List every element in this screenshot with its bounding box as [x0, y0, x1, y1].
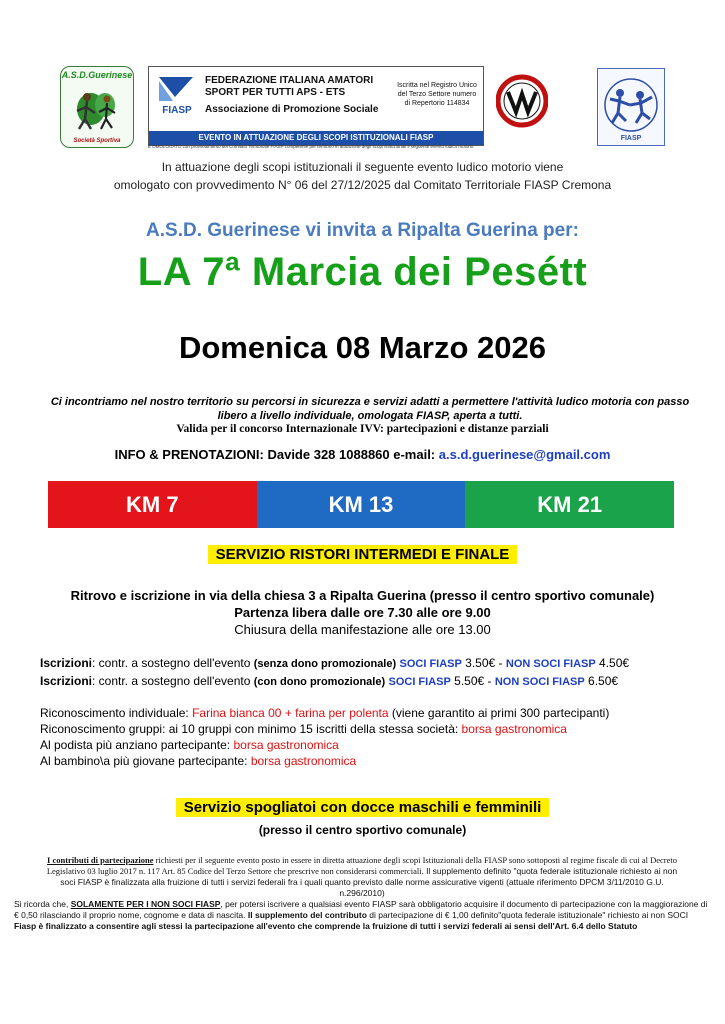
legal-p2-start: Si ricorda che,: [14, 899, 71, 909]
distance-bar: [48, 481, 674, 528]
fiasp-logo-text: FIASP: [620, 135, 642, 142]
fee-gift: (senza dono promozionale): [253, 658, 397, 670]
award-prize: Farina bianca 00 + farina per polenta: [192, 706, 389, 720]
federation-line-1: FEDERAZIONE ITALIANA AMATORI: [205, 75, 374, 86]
event-description: Ci incontriamo nel nostro territorio su percorsi in sicurezza e servizi adatti a permettere l'attività ludico motoria con passo libero a livello individuale, omologata FIASP, aperta a tutti.: [50, 396, 690, 422]
registry-note: Iscritta nel Registro Unico del Terzo Settore numero di Repertorio 114834: [397, 82, 477, 107]
legal-p2-mid: , per potersi iscrivere a qualsiasi evento FIASP sarà obbligatorio acquisire il documento di partecipazione con la maggiorazione di € 0,50 rilasciando il proprio nome, cognome e data di nascita.: [14, 899, 708, 920]
award-text: Al bambino\a più giovane partecipante:: [40, 754, 251, 768]
distance-km13: KM 13: [257, 481, 466, 528]
award-tail: (viene garantito ai primi 300 partecipanti): [388, 706, 610, 720]
fee-members-price: 3.50€ -: [461, 656, 506, 670]
fiasp-mark-text: FIASP: [162, 105, 192, 116]
intro-line-1: In attuazione degli scopi istituzionali il seguente evento ludico motorio viene: [161, 160, 564, 174]
club-logo-text: A.S.D.Guerinese: [61, 70, 133, 80]
closing-time: Chiusura della manifestazione alle ore 13.00: [234, 622, 491, 637]
fee-text: : contr. a sostegno dell'evento: [92, 674, 254, 688]
award-text: Al podista più anziano partecipante:: [40, 738, 234, 752]
approval-note: È OMOLOGATO con provvedimento del Comitato Territoriale FIASP competente per territorio in attuazione degli scopi istituzionali il seguente evento ludico motorio: [148, 144, 474, 149]
info-label: INFO & PRENOTAZIONI: Davide 328 1088860 e-mail:: [114, 447, 439, 462]
registration-fee-row: [40, 656, 690, 670]
ristori-banner: [0, 546, 725, 564]
ivv-logo-icon: [496, 74, 548, 128]
award-row: [40, 738, 339, 752]
legal-paragraph-1: [14, 855, 710, 899]
changing-rooms-note: (presso il centro sportivo comunale): [258, 823, 467, 837]
ivv-validity: Valida per il concorso Internazionale IVV: partecipazioni e distanze parziali: [176, 423, 549, 435]
award-prize: borsa gastronomica: [250, 754, 357, 768]
fee-gift: (con dono promozionale): [253, 676, 386, 688]
club-logo: [60, 66, 134, 148]
federation-banner: [148, 66, 484, 146]
legal-paragraph-2: [14, 899, 710, 932]
contact-email[interactable]: a.s.d.guerinese@gmail.com: [438, 447, 611, 462]
fee-nonmembers-price: 4.50€: [595, 656, 630, 670]
distance-km21: KM 21: [465, 481, 674, 528]
fee-nonmembers-label: NON SOCI FIASP: [505, 658, 596, 670]
fiasp-logo: [597, 68, 665, 146]
legal-serif-text: richiesti per il seguente evento posto in essere in diretta attuazione degli scopi Istituzionali della FIASP sono sottoposti al regime fiscale di cui al Decreto Legislativo 03 luglio 2017 n. 117 Art. 85 Codice del Terzo Settore che prescrive non considerarsi commerciali.: [46, 855, 677, 876]
invite-heading: A.S.D. Guerinese vi invita a Ripalta Guerina per:: [146, 220, 579, 241]
legal-underline: I contributi di partecipazione: [47, 855, 154, 865]
ritrovo-info: Ritrovo e iscrizione in via della chiesa 3 a Ripalta Guerina (presso il centro sportivo comunale) Partenza libera dalle ore 7.30 alle ore 9.00: [70, 588, 655, 620]
info-contacts: [0, 447, 725, 462]
award-text: Riconoscimento gruppi: ai 10 gruppi con minimo 15 iscritti della stessa società:: [40, 722, 462, 736]
intro-line-2: omologato con provvedimento N° 06 del 27/12/2025 dal Comitato Territoriale FIASP Cremona: [113, 178, 612, 192]
changing-rooms-banner: [0, 799, 725, 817]
fee-label: Iscrizioni: [40, 656, 93, 670]
award-row: [40, 754, 356, 768]
legal-p2-bold2: Fiasp è finalizzato a consentire agli stessi la partecipazione all'evento che comprende la fruizione di tutti i servizi federali ai sensi dell'Art. 6.4 dello Statuto: [14, 921, 638, 931]
club-logo-subtitle: Società Sportiva: [73, 138, 121, 144]
event-title: LA 7ª Marcia dei Pesétt: [137, 250, 588, 294]
fee-nonmembers-price: 6.50€: [584, 674, 619, 688]
fee-members-label: SOCI FIASP: [388, 676, 451, 688]
award-prize: borsa gastronomica: [461, 722, 567, 736]
fee-nonmembers-label: NON SOCI FIASP: [494, 676, 585, 688]
fee-members-label: SOCI FIASP: [399, 658, 462, 670]
legal-p2-mid2: di partecipazione di € 1,00 definito"quota federale istituzionale" richiesto ai non SOCI: [366, 910, 689, 920]
ristori-text: SERVIZIO RISTORI INTERMEDI E FINALE: [208, 545, 518, 564]
fee-members-price: 5.50€ -: [450, 674, 495, 688]
award-text: Riconoscimento individuale:: [40, 706, 193, 720]
award-row: [40, 722, 567, 736]
federation-line-2: SPORT PER TUTTI APS - ETS: [205, 87, 346, 98]
federation-line-3: Associazione di Promozione Sociale: [205, 104, 379, 115]
legal-p2-underline: SOLAMENTE PER I NON SOCI FIASP: [70, 899, 221, 909]
dancers-icon: [598, 69, 664, 145]
legal-notes: [14, 855, 710, 932]
legal-sans-text: Il supplemento definito "quota federale istituzionale richiesto ai non soci FIASP è finalizzata alla fruizione di tutti i servizi federali fra i quali quanto previsto dalle norme assicurative vigenti (attuale riferimento DPCM 3/11/2010 G.U. n.296/2010): [60, 866, 678, 898]
award-row: [40, 706, 609, 720]
federation-band: EVENTO IN ATTUAZIONE DEGLI SCOPI ISTITUZIONALI FIASP: [149, 131, 483, 145]
registration-fee-row: [40, 674, 690, 688]
distance-km7: KM 7: [48, 481, 257, 528]
fiasp-mark-icon: [153, 71, 201, 123]
runners-icon: [61, 67, 133, 147]
fee-label: Iscrizioni: [40, 674, 93, 688]
event-date: Domenica 08 Marzo 2026: [178, 330, 546, 365]
award-prize: borsa gastronomica: [233, 738, 339, 752]
legal-p2-bold: Il supplemento del contributo: [247, 910, 367, 920]
fee-text: : contr. a sostegno dell'evento: [92, 656, 254, 670]
changing-rooms-text: Servizio spogliatoi con docce maschili e femminili: [176, 798, 550, 817]
